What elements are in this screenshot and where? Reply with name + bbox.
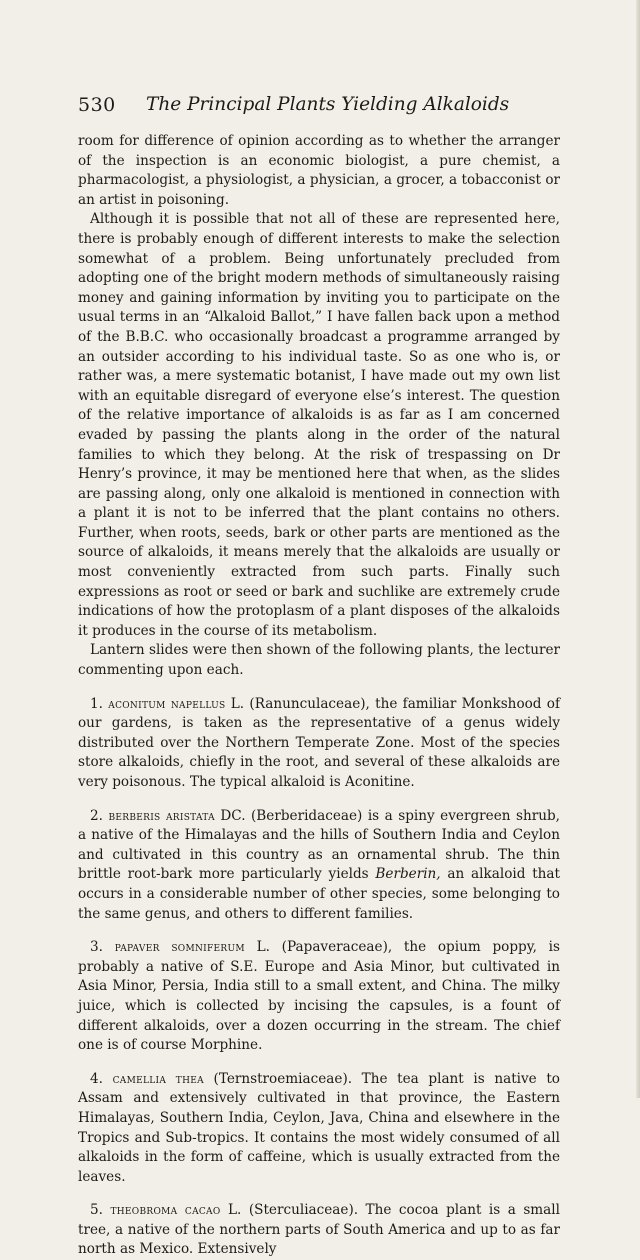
plant-name: berberis aristata: [108, 807, 215, 823]
plant-description: (Berberidaceae) is a spiny evergreen shrub, a native of the Himalayas and the hills of Southern India and Ceylon and cultivated in this country as an ornamental shrub. The thin brittle root-bark more particularly yields: [78, 807, 560, 883]
running-title: The Principal Plants Yielding Alkaloids: [146, 94, 510, 115]
plant-authority: L.: [225, 695, 245, 712]
plant-name: theobroma cacao: [110, 1202, 221, 1218]
entry-number: 2.: [90, 807, 103, 824]
entry-number: 1.: [90, 695, 103, 712]
plant-name: camellia thea: [112, 1070, 204, 1086]
plant-entry-4: [78, 1069, 560, 1188]
page-edge-shadow: [636, 0, 640, 1098]
entry-number: 4.: [90, 1070, 103, 1087]
plant-description: (Ranunculaceae), the familiar Monkshood of our gardens, is taken as the representative of a genus widely distributed over the Northern Temperate Zone. Most of the species store alkaloids, chiefly in the root, and several of these alkaloids are very poisonous. The typical alkaloid is Aconitine.: [78, 695, 560, 790]
paragraph: Lantern slides were then shown of the following plants, the lecturer commenting upon each.: [78, 642, 561, 679]
paragraph: room for difference of opinion according as to whether the arranger of the inspection is an economic biologist, a pure chemist, a pharmacologist, a physiologist, a physician, a grocer, a tobacconist or an artist in poisoning.: [78, 133, 560, 208]
plant-name: aconitum napellus: [108, 695, 226, 711]
entry-number: 3.: [90, 939, 103, 956]
page-header: [78, 94, 558, 120]
page-number: 530: [78, 94, 116, 116]
alkaloid-term: Berberin,: [375, 866, 441, 883]
plant-description: (Ternstroemiaceae). The tea plant is native to Assam and extensively cultivated in that province, the Eastern Himalayas, Southern India, Ceylon, Java, China and elsewhere in the Tropics and Sub-tropics. It contains the most widely consumed of all alkaloids in the form of caffeine, which is usually extracted from the leaves.: [78, 1070, 560, 1185]
plant-authority: L.: [244, 939, 270, 956]
entry-number: 5.: [90, 1202, 103, 1219]
plant-entry-3: [78, 937, 560, 1056]
plant-description: (Papaveraceae), the opium poppy, is probably a native of S.E. Europe and Asia Minor, but cultivated in Asia Minor, Persia, India still to a small extent, and China. The milky juice, which is collected by incising the capsules, is a fount of different alkaloids, over a dozen occurring in the stream. The chief one is of course Morphine.: [78, 939, 560, 1054]
body-text: [78, 132, 560, 1260]
plant-authority: DC.: [214, 807, 246, 824]
plant-name: papaver somniferum: [114, 939, 245, 955]
plant-entry-5: [78, 1200, 560, 1260]
plant-entry-2: [78, 806, 560, 925]
paragraph: Although it is possible that not all of these are represented here, there is probably enough of different interests to make the selection somewhat of a problem. Being unfortunately precluded from adopting one of the bright modern methods of simultaneously raising money and gaining information by inviting you to participate on the usual terms in an “Alkaloid Ballot,” I have fallen back upon a method of the B.B.C. who occasionally broadcast a programme arranged by an outsider according to his individual taste. So as one who is, or rather was, a mere systematic botanist, I have made out my own list with an equitable disregard of everyone else’s interest. The question of the relative importance of alkaloids is as far as I am concerned evaded by passing the plants along in the order of the natural families to which they belong. At the risk of trespassing on Dr Henry’s province, it may be mentioned here that when, as the slides are passing along, only one alkaloid is mentioned in connection with a plant it is not to be inferred that the plant contains no others. Further, when roots, seeds, bark or other parts are mentioned as the source of alkaloids, it means merely that the alkaloids are usually or most conveniently extracted from such parts. Finally such expressions as root or seed or bark and suchlike are extremely crude indications of how the protoplasm of a plant disposes of the alkaloids it produces in the course of its metabolism.: [78, 211, 560, 639]
plant-entry-1: [78, 694, 560, 793]
plant-description-continued: an alkaloid that occurs in a considerable number of other species, some belonging to the same genus, and others to different families.: [78, 866, 560, 922]
plant-description: (Sterculiaceae). The cocoa plant is a small tree, a native of the northern parts of South America and up to as far north as Mexico. Extensively: [78, 1202, 560, 1258]
plant-authority: L.: [220, 1202, 242, 1219]
